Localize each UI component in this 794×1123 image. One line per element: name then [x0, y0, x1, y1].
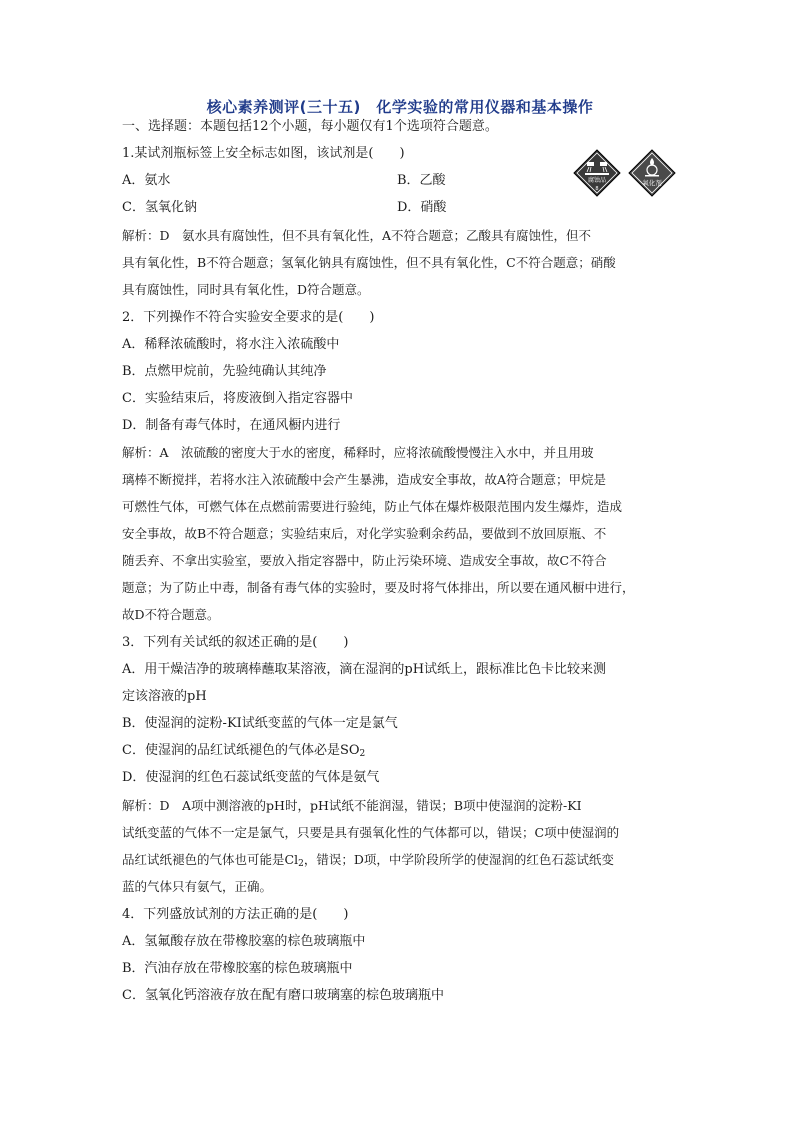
q3-explanation-line: 试纸变蓝的气体不一定是氯气，只要是具有强氧化性的气体都可以，错误；C项中使湿润的 — [122, 825, 620, 840]
q4-option: C．氢氧化钙溶液存放在配有磨口玻璃塞的棕色玻璃瓶中 — [122, 988, 444, 1003]
q2-stem: 2．下列操作不符合实验安全要求的是( ) — [122, 310, 375, 325]
q2-option: C．实验结束后，将废液倒入指定容器中 — [122, 391, 353, 406]
q4-stem: 4．下列盛放试剂的方法正确的是( ) — [122, 907, 349, 922]
q1-options-row1 — [122, 172, 682, 190]
q1-option-a: A．氨水 — [122, 173, 171, 188]
q1-explanation-line: 具有氧化性，B不符合题意；氢氧化钠具有腐蚀性，但不具有氧化性，C不符合题意；硝酸 — [122, 255, 616, 270]
q1-option-d: D．硝酸 — [397, 200, 447, 215]
q1-option-b: B．乙酸 — [397, 173, 446, 188]
page-title: 核心素养测评(三十五) 化学实验的常用仪器和基本操作 — [206, 98, 594, 116]
oxidizer-label: 氧化剂 — [642, 179, 662, 187]
q3-explanation-line: 解析：D A项中测溶液的pH时，pH试纸不能润湿，错误；B项中使湿润的淀粉-KI — [122, 798, 582, 813]
q1-option-c: C．氢氧化钠 — [122, 200, 197, 215]
q2-option: B．点燃甲烷前，先验纯确认其纯净 — [122, 364, 327, 379]
q1-explanation-line: 具有腐蚀性，同时具有氧化性，D符合题意。 — [122, 282, 370, 297]
subscript: 2 — [298, 859, 304, 869]
q2-explanation-line: 故D不符合题意。 — [122, 607, 220, 622]
q2-option: D．制备有毒气体时，在通风橱内进行 — [122, 418, 341, 433]
q2-explanation-line: 璃棒不断搅拌，若将水注入浓硫酸中会产生暴沸，造成安全事故，故A符合题意；甲烷是 — [122, 472, 607, 487]
corrosive-class-number: 8 — [595, 186, 599, 192]
q3-stem: 3．下列有关试纸的叙述正确的是( ) — [122, 635, 349, 650]
q1-stem: 1.某试剂瓶标签上安全标志如图，该试剂是( ) — [122, 146, 405, 161]
q3-option-c — [122, 742, 682, 760]
q2-explanation-line: 可燃性气体，可燃气体在点燃前需要进行验纯，防止气体在爆炸极限范围内发生爆炸，造成 — [122, 499, 623, 514]
q3-option-b: B．使湿润的淀粉-KI试纸变蓝的气体一定是氯气 — [122, 716, 398, 731]
q2-option: A．稀释浓硫酸时，将水注入浓硫酸中 — [122, 337, 340, 352]
q3-option-a-line2: 定该溶液的pH — [122, 689, 207, 704]
q3-explanation-text: ，错误；D项，中学阶段所学的使湿润的红色石蕊试纸变 — [303, 852, 614, 867]
q2-explanation-line: 随丢弃、不拿出实验室，要放入指定容器中，防止污染环境、造成安全事故，故C不符合 — [122, 553, 607, 568]
q3-option-c-text: C．使湿润的品红试纸褪色的气体必是SO — [122, 743, 360, 758]
corrosive-label: 腐蚀品 — [587, 177, 607, 184]
q4-option: B．汽油存放在带橡胶塞的棕色玻璃瓶中 — [122, 961, 353, 976]
q3-explanation-line: 蓝的气体只有氨气，正确。 — [122, 879, 273, 894]
q1-explanation-line: 解析：D 氨水具有腐蚀性，但不具有氧化性，A不符合题意；乙酸具有腐蚀性，但不 — [122, 228, 592, 243]
q2-explanation-line: 安全事故，故B不符合题意；实验结束后，对化学实验剩余药品，要做到不放回原瓶、不 — [122, 526, 607, 541]
q1-options-row2 — [122, 199, 682, 217]
q2-explanation-line: 题意；为了防止中毒，制备有毒气体的实验时，要及时将气体排出，所以要在通风橱中进行， — [122, 580, 635, 595]
q4-option: A．氢氟酸存放在带橡胶塞的棕色玻璃瓶中 — [122, 934, 366, 949]
q3-explanation-line — [122, 851, 682, 869]
subscript: 2 — [359, 749, 366, 759]
q3-option-a-line1: A．用干燥洁净的玻璃棒蘸取某溶液，滴在湿润的pH试纸上，跟标准比色卡比较来测 — [122, 662, 607, 677]
q3-option-d: D．使湿润的红色石蕊试纸变蓝的气体是氨气 — [122, 770, 380, 785]
section-heading: 一、选择题：本题包括12个小题，每小题仅有1个选项符合题意。 — [122, 119, 498, 134]
q3-explanation-text: 品红试纸褪色的气体也可能是Cl — [122, 852, 299, 867]
q2-explanation-line: 解析：A 浓硫酸的密度大于水的密度，稀释时，应将浓硫酸慢慢注入水中，并且用玻 — [122, 445, 594, 460]
